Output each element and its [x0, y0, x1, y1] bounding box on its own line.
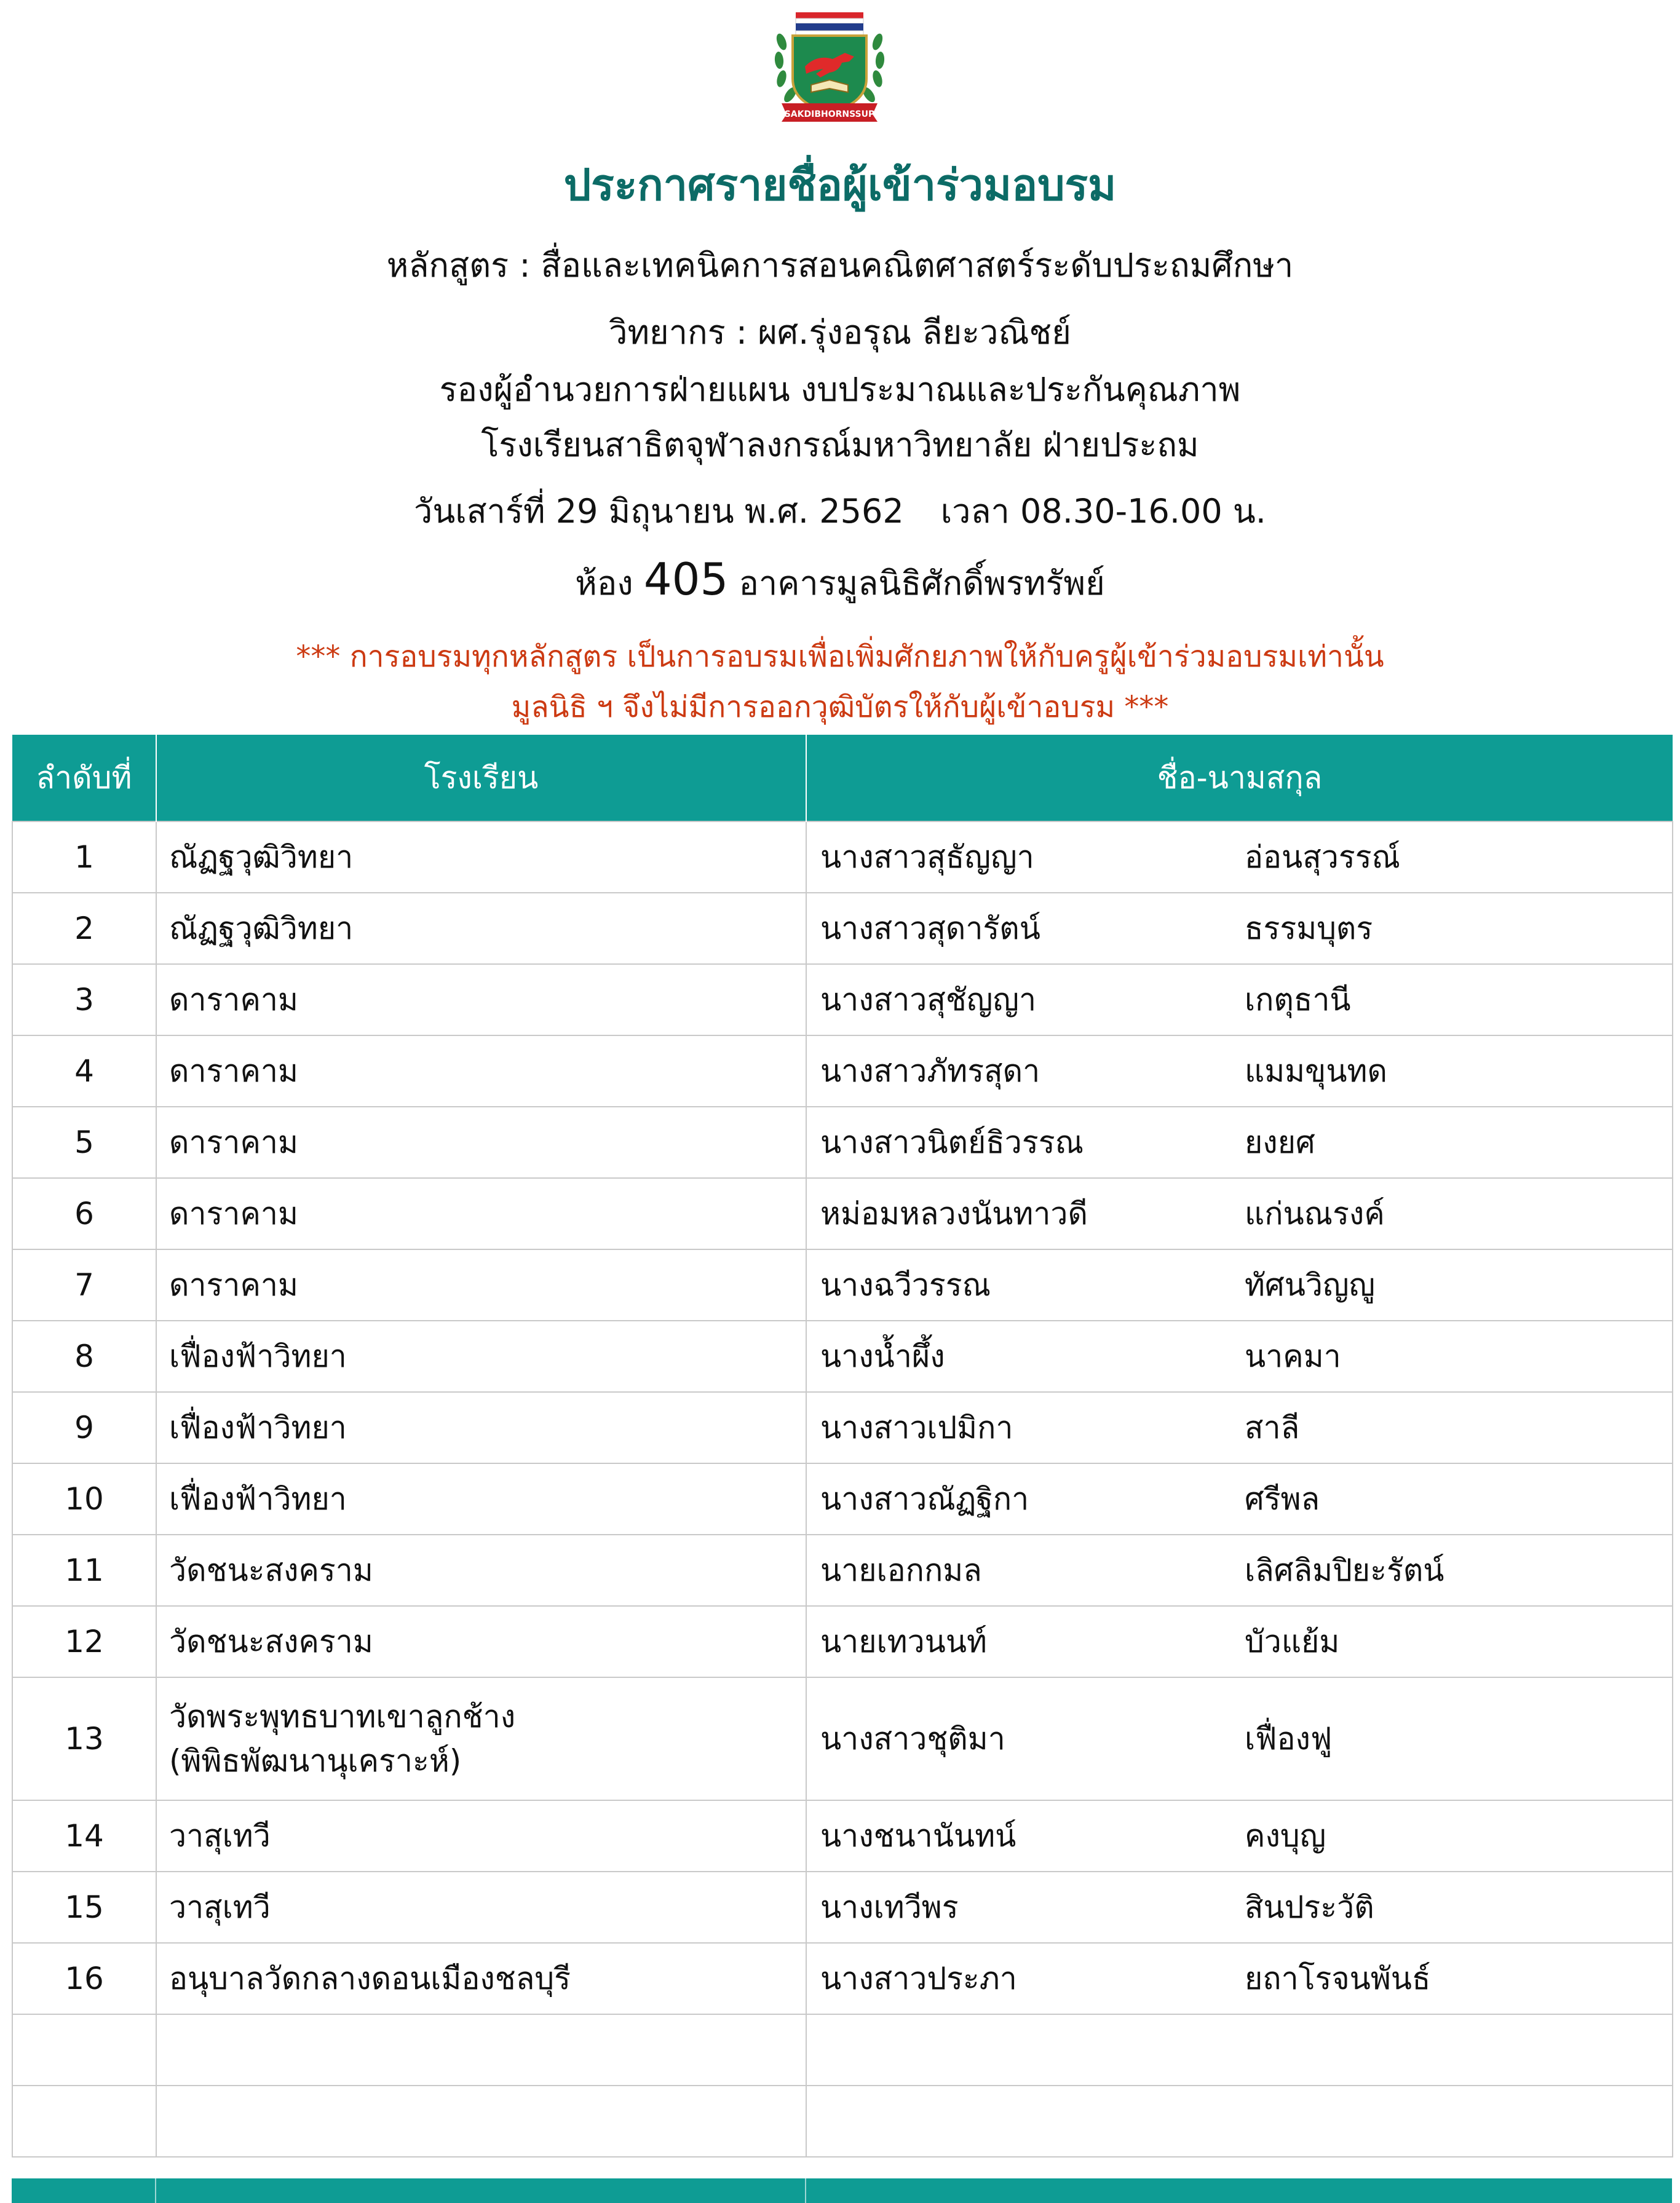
- row-fullname: [806, 1392, 1673, 1463]
- row-school: วาสุเทวี: [156, 1872, 806, 1943]
- table-row: [12, 1178, 1673, 1249]
- table-row: [12, 1463, 1673, 1535]
- row-fullname: [806, 1677, 1673, 1800]
- row-number: 7: [12, 1249, 156, 1321]
- row-fullname: [806, 1606, 1673, 1677]
- row-school: ดาราคาม: [156, 964, 806, 1035]
- row-school: อนุบาลวัดกลางดอนเมืองชลบุรี: [156, 1943, 806, 2014]
- row-number: 6: [12, 1178, 156, 1249]
- row-school: ณัฏฐวุฒิวิทยา: [156, 821, 806, 893]
- row-fullname: [806, 1943, 1673, 2014]
- row-fullname: [806, 821, 1673, 893]
- empty-cell: [12, 2086, 156, 2157]
- row-school: วัดชนะสงคราม: [156, 1606, 806, 1677]
- empty-cell: [156, 2014, 806, 2086]
- table-body: [12, 821, 1673, 2157]
- row-fullname: [806, 1321, 1673, 1392]
- table-row: [12, 1872, 1673, 1943]
- row-school: ดาราคาม: [156, 1107, 806, 1178]
- row-number: 9: [12, 1392, 156, 1463]
- row-fullname: [806, 893, 1673, 964]
- time-text: เวลา 08.30-16.00 น.: [940, 492, 1266, 531]
- row-number: 12: [12, 1606, 156, 1677]
- row-surname: นาคมา: [1245, 1338, 1341, 1374]
- row-given-name: นางน้ำผึ้ง: [820, 1338, 945, 1374]
- col-header-name: ชื่อ-นามสกุล: [806, 735, 1673, 821]
- row-fullname: [806, 1535, 1673, 1606]
- row-surname: แมมขุนทด: [1245, 1053, 1387, 1089]
- empty-row: [12, 2014, 1673, 2086]
- row-given-name: นางสาวภัทรสุดา: [820, 1053, 1040, 1089]
- row-given-name: นางสาวณัฏฐิกา: [820, 1481, 1029, 1517]
- row-number: 2: [12, 893, 156, 964]
- row-fullname: [806, 964, 1673, 1035]
- table-footer-bar: [12, 2178, 1672, 2203]
- row-school: ดาราคาม: [156, 1178, 806, 1249]
- table-row: [12, 1321, 1673, 1392]
- row-number: 4: [12, 1035, 156, 1107]
- row-given-name: นางสาวประภา: [820, 1960, 1017, 1996]
- room-prefix: ห้อง: [575, 564, 633, 603]
- row-given-name: นางฉวีวรรณ: [820, 1267, 991, 1303]
- row-given-name: นางสาวชุติมา: [820, 1720, 1005, 1757]
- row-given-name: นางสาวนิตย์ธิวรรณ: [820, 1124, 1084, 1160]
- row-given-name: นายเทวนนท์: [820, 1623, 987, 1659]
- row-number: 5: [12, 1107, 156, 1178]
- row-surname: คงบุญ: [1245, 1817, 1326, 1854]
- row-number: 16: [12, 1943, 156, 2014]
- row-given-name: นางสาวสุชัญญา: [820, 981, 1037, 1018]
- row-given-name: หม่อมหลวงนันทาวดี: [820, 1195, 1088, 1232]
- row-given-name: นางสาวสุดารัตน์: [820, 910, 1040, 946]
- row-school: ดาราคาม: [156, 1035, 806, 1107]
- row-number: 13: [12, 1677, 156, 1800]
- row-number: 3: [12, 964, 156, 1035]
- row-surname: ยถาโรจนพันธ์: [1245, 1960, 1431, 1996]
- row-given-name: นางสาวสุธัญญา: [820, 839, 1034, 875]
- row-school-line2: (พิพิธพัฒนานุเคราะห์): [169, 1743, 462, 1779]
- row-surname: บัวแย้ม: [1245, 1623, 1340, 1659]
- table-row: [12, 1392, 1673, 1463]
- table-row: [12, 1606, 1673, 1677]
- row-given-name: นางสาวเปมิกา: [820, 1409, 1013, 1446]
- note-line-1: *** การอบรมทุกหลักสูตร เป็นการอบรมเพื่อเพิ่มศักยภาพให้กับครูผู้เข้าร่วมอบรมเท่านั้น: [296, 639, 1384, 674]
- row-surname: แก่นณรงค์: [1245, 1195, 1385, 1232]
- table-row: [12, 893, 1673, 964]
- table-row: [12, 1800, 1673, 1872]
- empty-row: [12, 2086, 1673, 2157]
- row-surname: ทัศนวิญญู: [1245, 1267, 1376, 1303]
- row-school: เฟื่องฟ้าวิทยา: [156, 1463, 806, 1535]
- col-header-school: โรงเรียน: [156, 735, 806, 821]
- row-surname: ยงยศ: [1245, 1124, 1315, 1160]
- table-row: [12, 1943, 1673, 2014]
- table-row: [12, 1249, 1673, 1321]
- row-surname: เกตุธานี: [1245, 981, 1351, 1018]
- row-fullname: [806, 1872, 1673, 1943]
- row-school: เฟื่องฟ้าวิทยา: [156, 1321, 806, 1392]
- date-time-line: [0, 485, 1680, 537]
- page-title: ประกาศรายชื่อผู้เข้าร่วมอบรม: [563, 160, 1117, 210]
- position-line: รองผู้อำนวยการฝ่ายแผน งบประมาณและประกันคุณภาพ: [439, 370, 1241, 409]
- row-given-name: นายเอกกมล: [820, 1552, 982, 1588]
- empty-cell: [156, 2086, 806, 2157]
- table-row: [12, 1107, 1673, 1178]
- row-given-name: นางชนานันทน์: [820, 1817, 1016, 1854]
- room-line: [0, 553, 1680, 609]
- row-school: ณัฏฐวุฒิวิทยา: [156, 893, 806, 964]
- row-surname: เฟื่องฟู: [1245, 1720, 1333, 1757]
- row-fullname: [806, 1178, 1673, 1249]
- row-school: วาสุเทวี: [156, 1800, 806, 1872]
- note-line-2: มูลนิธิ ฯ จึงไม่มีการออกวุฒิบัตรให้กับผู้เข้าอบรม ***: [511, 690, 1169, 724]
- row-fullname: [806, 1035, 1673, 1107]
- row-school-line1: วัดพระพุทธบาทเขาลูกช้าง: [169, 1698, 516, 1734]
- participants-table: [12, 735, 1673, 2158]
- row-school: วัดชนะสงคราม: [156, 1535, 806, 1606]
- lecturer-line: วิทยากร : ผศ.รุ่งอรุณ ลียะวณิชย์: [609, 313, 1071, 352]
- row-number: 15: [12, 1872, 156, 1943]
- row-fullname: [806, 1800, 1673, 1872]
- table-header-row: [12, 735, 1673, 821]
- school-crest-logo: [768, 5, 891, 123]
- table-row: [12, 964, 1673, 1035]
- row-number: 8: [12, 1321, 156, 1392]
- table-row: [12, 1035, 1673, 1107]
- empty-cell: [12, 2014, 156, 2086]
- row-surname: ศรีพล: [1245, 1481, 1320, 1517]
- row-surname: เลิศลิมปิยะรัตน์: [1245, 1552, 1444, 1588]
- row-number: 1: [12, 821, 156, 893]
- empty-cell: [806, 2014, 1673, 2086]
- row-surname: อ่อนสุวรรณ์: [1245, 839, 1400, 875]
- row-school: ดาราคาม: [156, 1249, 806, 1321]
- row-number: 10: [12, 1463, 156, 1535]
- row-surname: สาลี: [1245, 1409, 1300, 1446]
- row-fullname: [806, 1463, 1673, 1535]
- row-number: 14: [12, 1800, 156, 1872]
- table-row: [12, 821, 1673, 893]
- row-school: เฟื่องฟ้าวิทยา: [156, 1392, 806, 1463]
- row-fullname: [806, 1107, 1673, 1178]
- table-row: [12, 1677, 1673, 1800]
- row-fullname: [806, 1249, 1673, 1321]
- row-given-name: นางเทวีพร: [820, 1889, 959, 1925]
- date-text: วันเสาร์ที่ 29 มิถุนายน พ.ศ. 2562: [414, 492, 904, 531]
- row-school: [156, 1677, 806, 1800]
- row-number: 11: [12, 1535, 156, 1606]
- row-surname: สินประวัติ: [1245, 1889, 1374, 1925]
- empty-cell: [806, 2086, 1673, 2157]
- room-suffix: อาคารมูลนิธิศักดิ์พรทรัพย์: [739, 564, 1105, 603]
- logo-text: SAKDIBHORNSSUP: [784, 109, 875, 119]
- col-header-no: ลำดับที่: [12, 735, 156, 821]
- school-line: โรงเรียนสาธิตจุฬาลงกรณ์มหาวิทยาลัย ฝ่ายประถม: [481, 425, 1199, 464]
- table-row: [12, 1535, 1673, 1606]
- row-surname: ธรรมบุตร: [1245, 910, 1373, 946]
- course-line: หลักสูตร : สื่อและเทคนิคการสอนคณิตศาสตร์ระดับประถมศึกษา: [386, 246, 1294, 285]
- room-number: 405: [643, 553, 729, 605]
